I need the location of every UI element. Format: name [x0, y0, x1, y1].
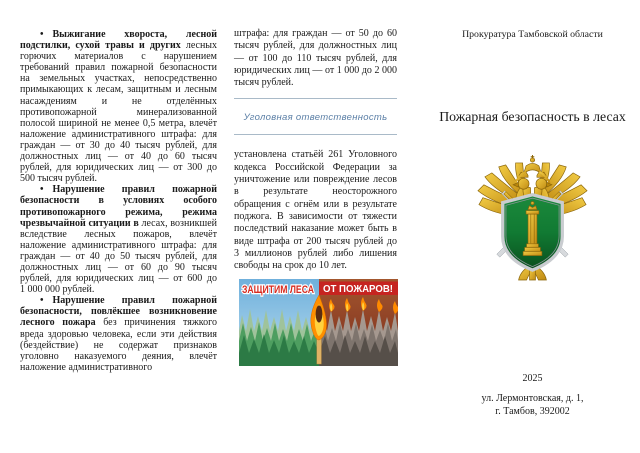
paragraph-body: лесах, возникшей вследствие лесных пожаров, влечёт наложение административного штрафа: для граждан — от 40 до 50 тысяч рублей, для должностных лиц — от 60 до 90 тысяч рублей, для юридических лиц — от 600 до 1 000 000 рублей. [20, 217, 218, 296]
address-line-1: ул. Лермонтовская, д. 1, [481, 393, 584, 404]
section-heading-criminal-liability [234, 98, 397, 135]
paragraph-body: лесных горючих материалов с нарушением требований правил пожарной безопасности на земельных участках, непосредственно примыкающих к лесам, защитным и лесным насаждениям и не отделённых противопожарной минерализованной полосой шириной не менее 0,5 метра, влечёт наложение административного штрафа: для граждан — от 30 до 40 тысяч рублей, для должностных лиц — от 40 до 60 тысяч рублей, для юридических лиц — от 300 до 500 тысяч рублей. [20, 40, 218, 185]
paragraph-lead: Нарушение правил пожарной безопасности, повлёкшее возникновение лесного пожара [20, 295, 217, 329]
bullet-marker: • [40, 184, 44, 196]
poster-protect-forests-illustration [239, 279, 398, 366]
poster-title-right: ОТ ПОЖАРОВ! [323, 284, 393, 295]
brochure-title: Пожарная безопасность в лесах [439, 109, 626, 124]
column-administrative-liability [20, 29, 217, 373]
section-heading-text: Уголовная ответственность [243, 112, 388, 124]
column-criminal-liability [234, 28, 397, 272]
prosecutor-emblem-icon [473, 153, 592, 282]
bullet-marker: • [40, 29, 44, 40]
publication-year: 2025 [522, 373, 543, 384]
paragraph-fines-continuation: штрафа: для граждан — от 50 до 60 тысяч рублей, для должностных лиц — от 100 до 110 тысяч рублей, для юридических лиц — от 1 000 до 2 000 тысяч рублей. [234, 28, 397, 89]
poster-graphic [239, 279, 398, 366]
bullet-marker: • [40, 295, 44, 307]
address-block [437, 393, 628, 418]
organization-name: Прокуратура Тамбовской области [462, 29, 603, 40]
paragraph-article-261: установлена статьёй 261 Уголовного кодекса Российской Федерации за уничтожение или повреждение лесов в результате неосторожного обращения с огнём или в результате поджога. В зависимости от тяжести последствий наказание может быть в виде штрафа от 200 тысяч рублей до 3 миллионов рублей либо лишения свободы на срок до 10 лет. [234, 149, 397, 272]
paragraph-lead: Нарушение правил пожарной безопасности в условиях особого противопожарного режима, режима чрезвычайной ситуации в [20, 184, 217, 229]
poster-title-left: ЗАЩИТИМ ЛЕСА [242, 284, 315, 296]
address-line-2: г. Тамбов, 392002 [495, 405, 570, 417]
paragraph-special-fire-regime [20, 184, 217, 295]
paragraph-body: без причинения тяжкого вреда здоровью человека, если эти действия (бездействие) не содержат признаков уголовно наказуемого деяния, влечёт наложение административного [20, 317, 217, 373]
paragraph-burning-brushwood [20, 29, 217, 184]
paragraph-forest-fire-violation [20, 295, 217, 373]
paragraph-lead: Выжигание хвороста, лесной подстилки, сухой травы и других [20, 29, 217, 52]
column-cover [437, 27, 628, 447]
